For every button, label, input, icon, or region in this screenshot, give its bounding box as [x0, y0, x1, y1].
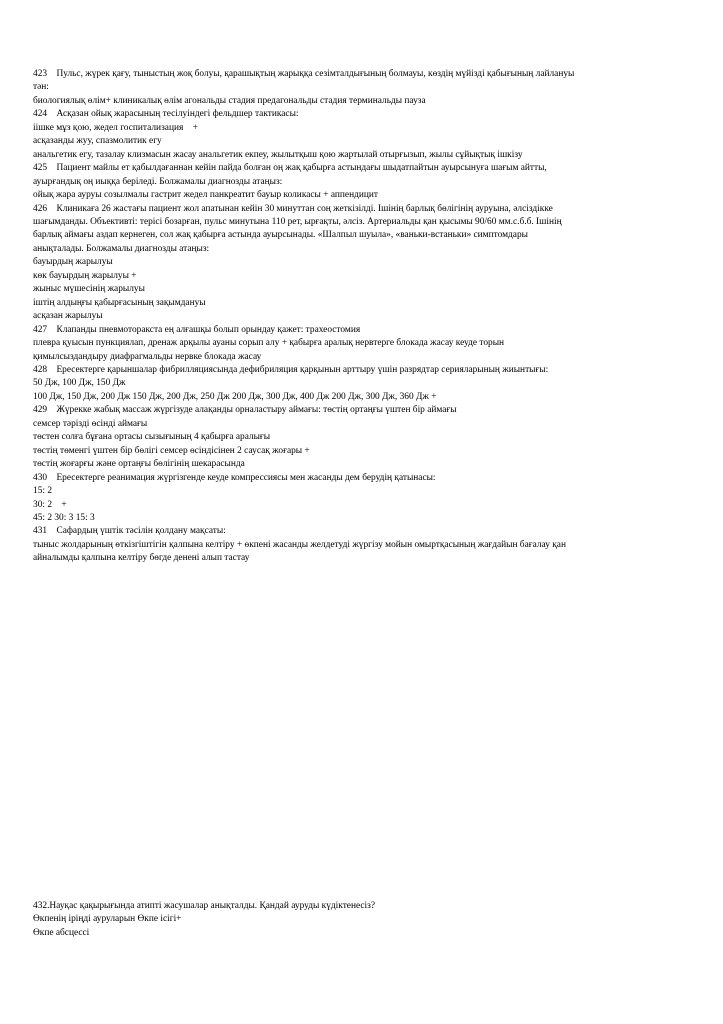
text-line: 430 Ересектерге реанимация жүргізгенде кеуде компрессиясы мен жасанды дем берудің қатынасы:	[33, 472, 436, 483]
questions-block-bottom	[33, 900, 693, 940]
text-line: іштің алдыңғы қабырғасының зақымдануы	[33, 297, 206, 308]
questions-block-top	[33, 68, 693, 566]
text-line: бауырдың жарылуы	[33, 257, 113, 268]
text-line: 425 Пациент майлы ет қабылдағаннан кейін пайда болған оң жақ қабырға астындағы шыдатпайтын ауырсынуға шағым айтты,	[33, 163, 547, 174]
text-line: 100 Дж, 150 Дж, 200 Дж 150 Дж, 200 Дж, 250 Дж 200 Дж, 300 Дж, 400 Дж 200 Дж, 300 Дж, 360 Дж +	[33, 391, 437, 402]
text-line: 423 Пульс, жүрек қағу, тыныстың жоқ болуы, қарашықтың жарыққа сезімталдығының болмауы, көздің мүйізді қабығының лайлануы	[33, 69, 575, 79]
text-line: Өкпе абсцессі	[33, 927, 90, 938]
text-line: барлық аймағы аздап кернеген, сол жақ қабырға астында ауырсынады. «Шалпыл шуыла», «ваньки-встаньки» симптомдары	[33, 230, 528, 241]
text-line: ойық жара ауруы созылмалы гастрит жедел панкреатит бауыр коликасы + аппендицит	[33, 190, 378, 201]
text-line: 427 Клапанды пневмоторакста ең алғашқы болып орындау қажет: трахеостомия	[33, 324, 361, 335]
text-line: анықталады. Болжамалы диагнозды атаңыз:	[33, 243, 210, 254]
text-line: асқазан жарылуы	[33, 311, 103, 322]
text-line: семсер тәрізді өсінді аймағы	[33, 418, 148, 429]
text-line: Өкпенің іріңді ауруларын Өкпе ісігі+	[33, 914, 182, 925]
text-line: анальгетик егу, тазалау клизмасын жасау анальгетик екпеу, жылытқыш қою жартылай отырғызып, жылы сұйықтық ішкізу	[33, 149, 523, 160]
text-line: 30: 2 +	[33, 499, 67, 510]
text-line: плевра қуысын пункциялап, дренаж арқылы ауаны сорып алу + қабырға аралық нервтерге блокада жасау кеуде торын	[33, 338, 505, 349]
text-line: тән:	[33, 82, 49, 93]
text-line: қимылсыздандыру диафрагмальды нервке блокада жасау	[33, 351, 262, 362]
text-line: 432.Науқас қақырығында атипті жасушалар анықталды. Қандай ауруды күдіктенесіз?	[33, 901, 375, 911]
text-line: 429 Жүрекке жабық массаж жүргізуде алақанды орналастыру аймағы: төстің ортаңғы үштен бір аймағы	[33, 405, 457, 416]
text-line: көк бауырдың жарылуы +	[33, 270, 137, 281]
text-line: 50 Дж, 100 Дж, 150 Дж	[33, 378, 126, 389]
text-line: іішке мұз қою, жедел госпитализация +	[33, 122, 198, 133]
text-line: 426 Клиникаға 26 жастағы пациент жол апатынан кейін 30 минуттан соң жеткізілді. Ішінің барлық бөлігінің ауруына, әлсіздікке	[33, 203, 553, 214]
text-line: төстің төменгі үштен бір бөлігі семсер өсіндісінен 2 саусақ жоғары +	[33, 445, 310, 456]
text-line: ауырғандық оң иыққа беріледі. Болжамалы диагнозды атаңыз:	[33, 176, 283, 187]
text-line: тыныс жолдарының өткізгіштігін қалпына келтіру + өкпені жасанды желдетуді жүргізу мойын омыртқасының жағдайын бағалау қан	[33, 539, 566, 550]
text-line: 45: 2 30: 3 15: 3	[33, 512, 95, 523]
text-line: жыныс мүшесінің жарылуы	[33, 284, 145, 295]
text-line: 15: 2	[33, 486, 53, 497]
text-line: 431 Сафардың үштік тәсілін қолдану мақсаты:	[33, 526, 226, 537]
text-line: 424 Асқазан ойық жарасының тесілуіндегі фельдшер тактикасы:	[33, 109, 299, 120]
text-line: асқазанды жуу, спазмолитик егу	[33, 136, 162, 147]
text-line: 428 Ересектерге қарыншалар фибрилляциясында дефибриляция қарқынын арттыру үшін разрядтар серияларының жиынтығы:	[33, 364, 549, 375]
text-line: айналымды қалпына келтіру бөгде денені алып тастау	[33, 553, 250, 564]
text-line: төстен солға бұғана ортасы сызығының 4 қабырға аралығы	[33, 432, 271, 443]
text-line: төстің жоғарғы және ортаңғы бөлігінің шекарасында	[33, 459, 245, 470]
text-line: шағымданды. Объективті: терісі бозарған, пульс минутына 110 рет, ырғақты, әлсіз. Артериальды қан қысымы 90/60 мм.с.б.б. Ішінің	[33, 216, 562, 227]
text-line: биологиялық өлім+ клиникалық өлім агональды стадия предагональды стадия терминальды пауза	[33, 95, 426, 106]
